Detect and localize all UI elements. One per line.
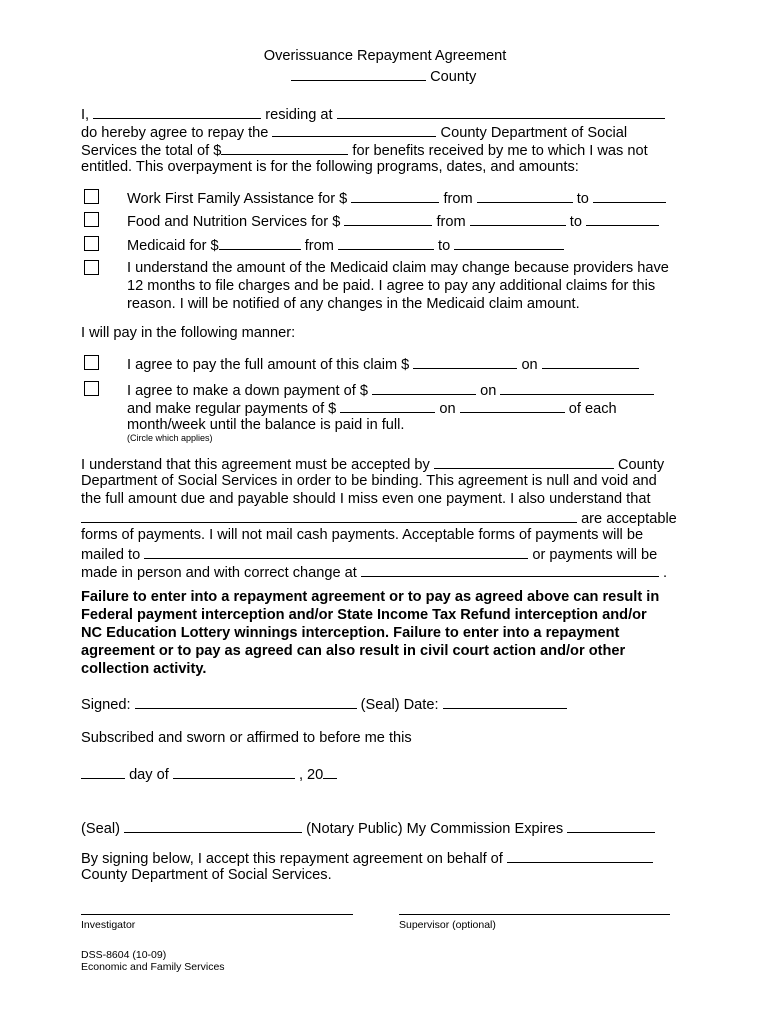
county-label: County [430, 69, 477, 85]
intro-line-4: entitled. This overpayment is for the following programs, dates, and amounts: [81, 159, 579, 175]
down-payment-line-1 [127, 380, 654, 400]
benefits-label: for benefits received by me to which I was not [352, 143, 648, 159]
behalf-line-1 [81, 848, 653, 868]
seal-label: (Seal) [360, 697, 400, 713]
program-medicaid [127, 235, 564, 255]
acceptable-payments-field[interactable] [81, 508, 577, 523]
period: . [662, 565, 668, 581]
medicaid-checkbox[interactable] [84, 236, 99, 251]
supervisor-signature-line[interactable] [399, 914, 670, 915]
accept-line-4 [81, 508, 677, 528]
down-payment-line-3: month/week until the balance is paid in full. [127, 417, 405, 433]
manner-heading: I will pay in the following manner: [81, 325, 296, 341]
accepted-by-label: I understand that this agreement must be accepted by [81, 457, 430, 473]
signature-date-field[interactable] [443, 694, 567, 709]
county-dept-label: County Department of Social [440, 125, 628, 141]
full-date-field[interactable] [542, 354, 639, 369]
to-label: to [569, 214, 582, 230]
in-person-label: made in person and with correct change at [81, 565, 357, 581]
medicaid-ack-checkbox[interactable] [84, 260, 99, 275]
intro-line-3 [81, 140, 648, 160]
warning-line-3: NC Education Lottery winnings interception. Failure to enter into a repayment [81, 625, 620, 641]
address-field[interactable] [337, 104, 665, 119]
down-payment-label: I agree to make a down payment of $ [127, 383, 368, 399]
investigator-signature-line[interactable] [81, 914, 353, 915]
accepting-county-field[interactable] [434, 454, 614, 469]
from-label: from [304, 238, 334, 254]
accept-line-2: Department of Social Services in order to be binding. This agreement is null and void and [81, 473, 657, 489]
total-amount-field[interactable] [221, 140, 348, 155]
county-name-field[interactable] [291, 66, 426, 81]
regular-day-field[interactable] [460, 398, 565, 413]
accept-line-1 [81, 454, 664, 474]
month-field[interactable] [173, 764, 295, 779]
full-payment-option [127, 354, 639, 374]
day-field[interactable] [81, 764, 125, 779]
acceptable-label: are acceptable [581, 511, 677, 527]
program-fns [127, 211, 659, 231]
intro-i: I, [81, 107, 90, 123]
from-label: from [436, 214, 466, 230]
notary-line [81, 818, 655, 838]
on-label: on [521, 357, 538, 373]
regular-amount-field[interactable] [340, 398, 435, 413]
warning-line-1: Failure to enter into a repayment agreement or to pay as agreed above can result in [81, 589, 660, 605]
circle-note: (Circle which applies) [127, 433, 213, 443]
date-label: Date: [403, 697, 439, 713]
behalf-label: By signing below, I accept this repayment agreement on behalf of [81, 851, 503, 867]
down-amount-field[interactable] [372, 380, 476, 395]
fns-checkbox[interactable] [84, 212, 99, 227]
supervisor-label: Supervisor (optional) [399, 919, 496, 931]
full-amount-field[interactable] [413, 354, 517, 369]
on-label: on [439, 401, 456, 417]
repay-county-field[interactable] [272, 122, 436, 137]
wf-checkbox[interactable] [84, 189, 99, 204]
name-field[interactable] [93, 104, 261, 119]
medicaid-note-1: I understand the amount of the Medicaid claim may change because providers have [127, 260, 669, 276]
accept-line-6 [81, 544, 657, 564]
accept-line-3: the full amount due and payable should I miss even one payment. I also understand that [81, 491, 651, 507]
form-id: DSS-8604 (10-09) [81, 949, 167, 961]
residing-label: residing at [265, 107, 333, 123]
division-name: Economic and Family Services [81, 961, 225, 973]
warning-line-4: agreement or to pay as agreed can also result in civil court action and/or other [81, 643, 626, 659]
down-payment-checkbox[interactable] [84, 381, 99, 396]
fns-amount-field[interactable] [344, 211, 432, 226]
notary-seal-label: (Seal) [81, 821, 120, 837]
form-title: Overissuance Repayment Agreement [263, 48, 507, 64]
day-of-label: day of [129, 767, 169, 783]
wf-to-field[interactable] [593, 188, 666, 203]
wf-amount-field[interactable] [351, 188, 439, 203]
county-title-line [291, 66, 476, 85]
year-prefix-label: , 20 [298, 767, 324, 783]
notary-label: (Notary Public) My Commission Expires [306, 821, 564, 837]
day-line [81, 764, 337, 784]
program-label: Work First Family Assistance for $ [127, 191, 348, 207]
to-label: to [576, 191, 589, 207]
medicaid-to-field[interactable] [454, 235, 564, 250]
wf-from-field[interactable] [477, 188, 573, 203]
on-label: on [480, 383, 497, 399]
year-field[interactable] [323, 764, 337, 779]
or-payments-label: or payments will be [532, 547, 658, 563]
behalf-line-2: County Department of Social Services. [81, 867, 332, 883]
medicaid-from-field[interactable] [338, 235, 434, 250]
program-label: Food and Nutrition Services for $ [127, 214, 341, 230]
medicaid-amount-field[interactable] [219, 235, 301, 250]
intro-line-2 [81, 122, 627, 142]
signature-line [81, 694, 567, 714]
mailed-to-label: mailed to [81, 547, 141, 563]
program-wf [127, 188, 666, 208]
notary-signature-field[interactable] [124, 818, 302, 833]
signature-field[interactable] [135, 694, 357, 709]
commission-expires-field[interactable] [567, 818, 655, 833]
intro-line-1 [81, 104, 665, 124]
warning-line-2: Federal payment interception and/or State Income Tax Refund interception and/or [81, 607, 647, 623]
in-person-location-field[interactable] [361, 562, 659, 577]
sworn-text: Subscribed and sworn or affirmed to before me this [81, 730, 412, 746]
down-payment-line-2 [127, 398, 617, 418]
total-label: Services the total of $ [81, 143, 222, 159]
full-payment-checkbox[interactable] [84, 355, 99, 370]
behalf-county-field[interactable] [507, 848, 653, 863]
fns-from-field[interactable] [470, 211, 566, 226]
down-date-field[interactable] [500, 380, 654, 395]
program-label: Medicaid for $ [127, 238, 219, 254]
full-payment-label: I agree to pay the full amount of this claim $ [127, 357, 410, 373]
medicaid-note-3: reason. I will be notified of any changes in the Medicaid claim amount. [127, 296, 580, 312]
county-label: County [617, 457, 665, 473]
accept-line-7 [81, 562, 667, 582]
investigator-label: Investigator [81, 919, 136, 931]
signed-label: Signed: [81, 697, 131, 713]
accept-line-5: forms of payments. I will not mail cash payments. Acceptable forms of payments will be [81, 527, 644, 543]
fns-to-field[interactable] [586, 211, 659, 226]
of-each-label: of each [568, 401, 617, 417]
regular-payment-label: and make regular payments of $ [127, 401, 337, 417]
warning-line-5: collection activity. [81, 661, 207, 677]
mailing-address-field[interactable] [144, 544, 528, 559]
from-label: from [443, 191, 473, 207]
repay-label: do hereby agree to repay the [81, 125, 269, 141]
medicaid-note-2: 12 months to file charges and be paid. I agree to pay any additional claims for this [127, 278, 656, 294]
to-label: to [438, 238, 451, 254]
